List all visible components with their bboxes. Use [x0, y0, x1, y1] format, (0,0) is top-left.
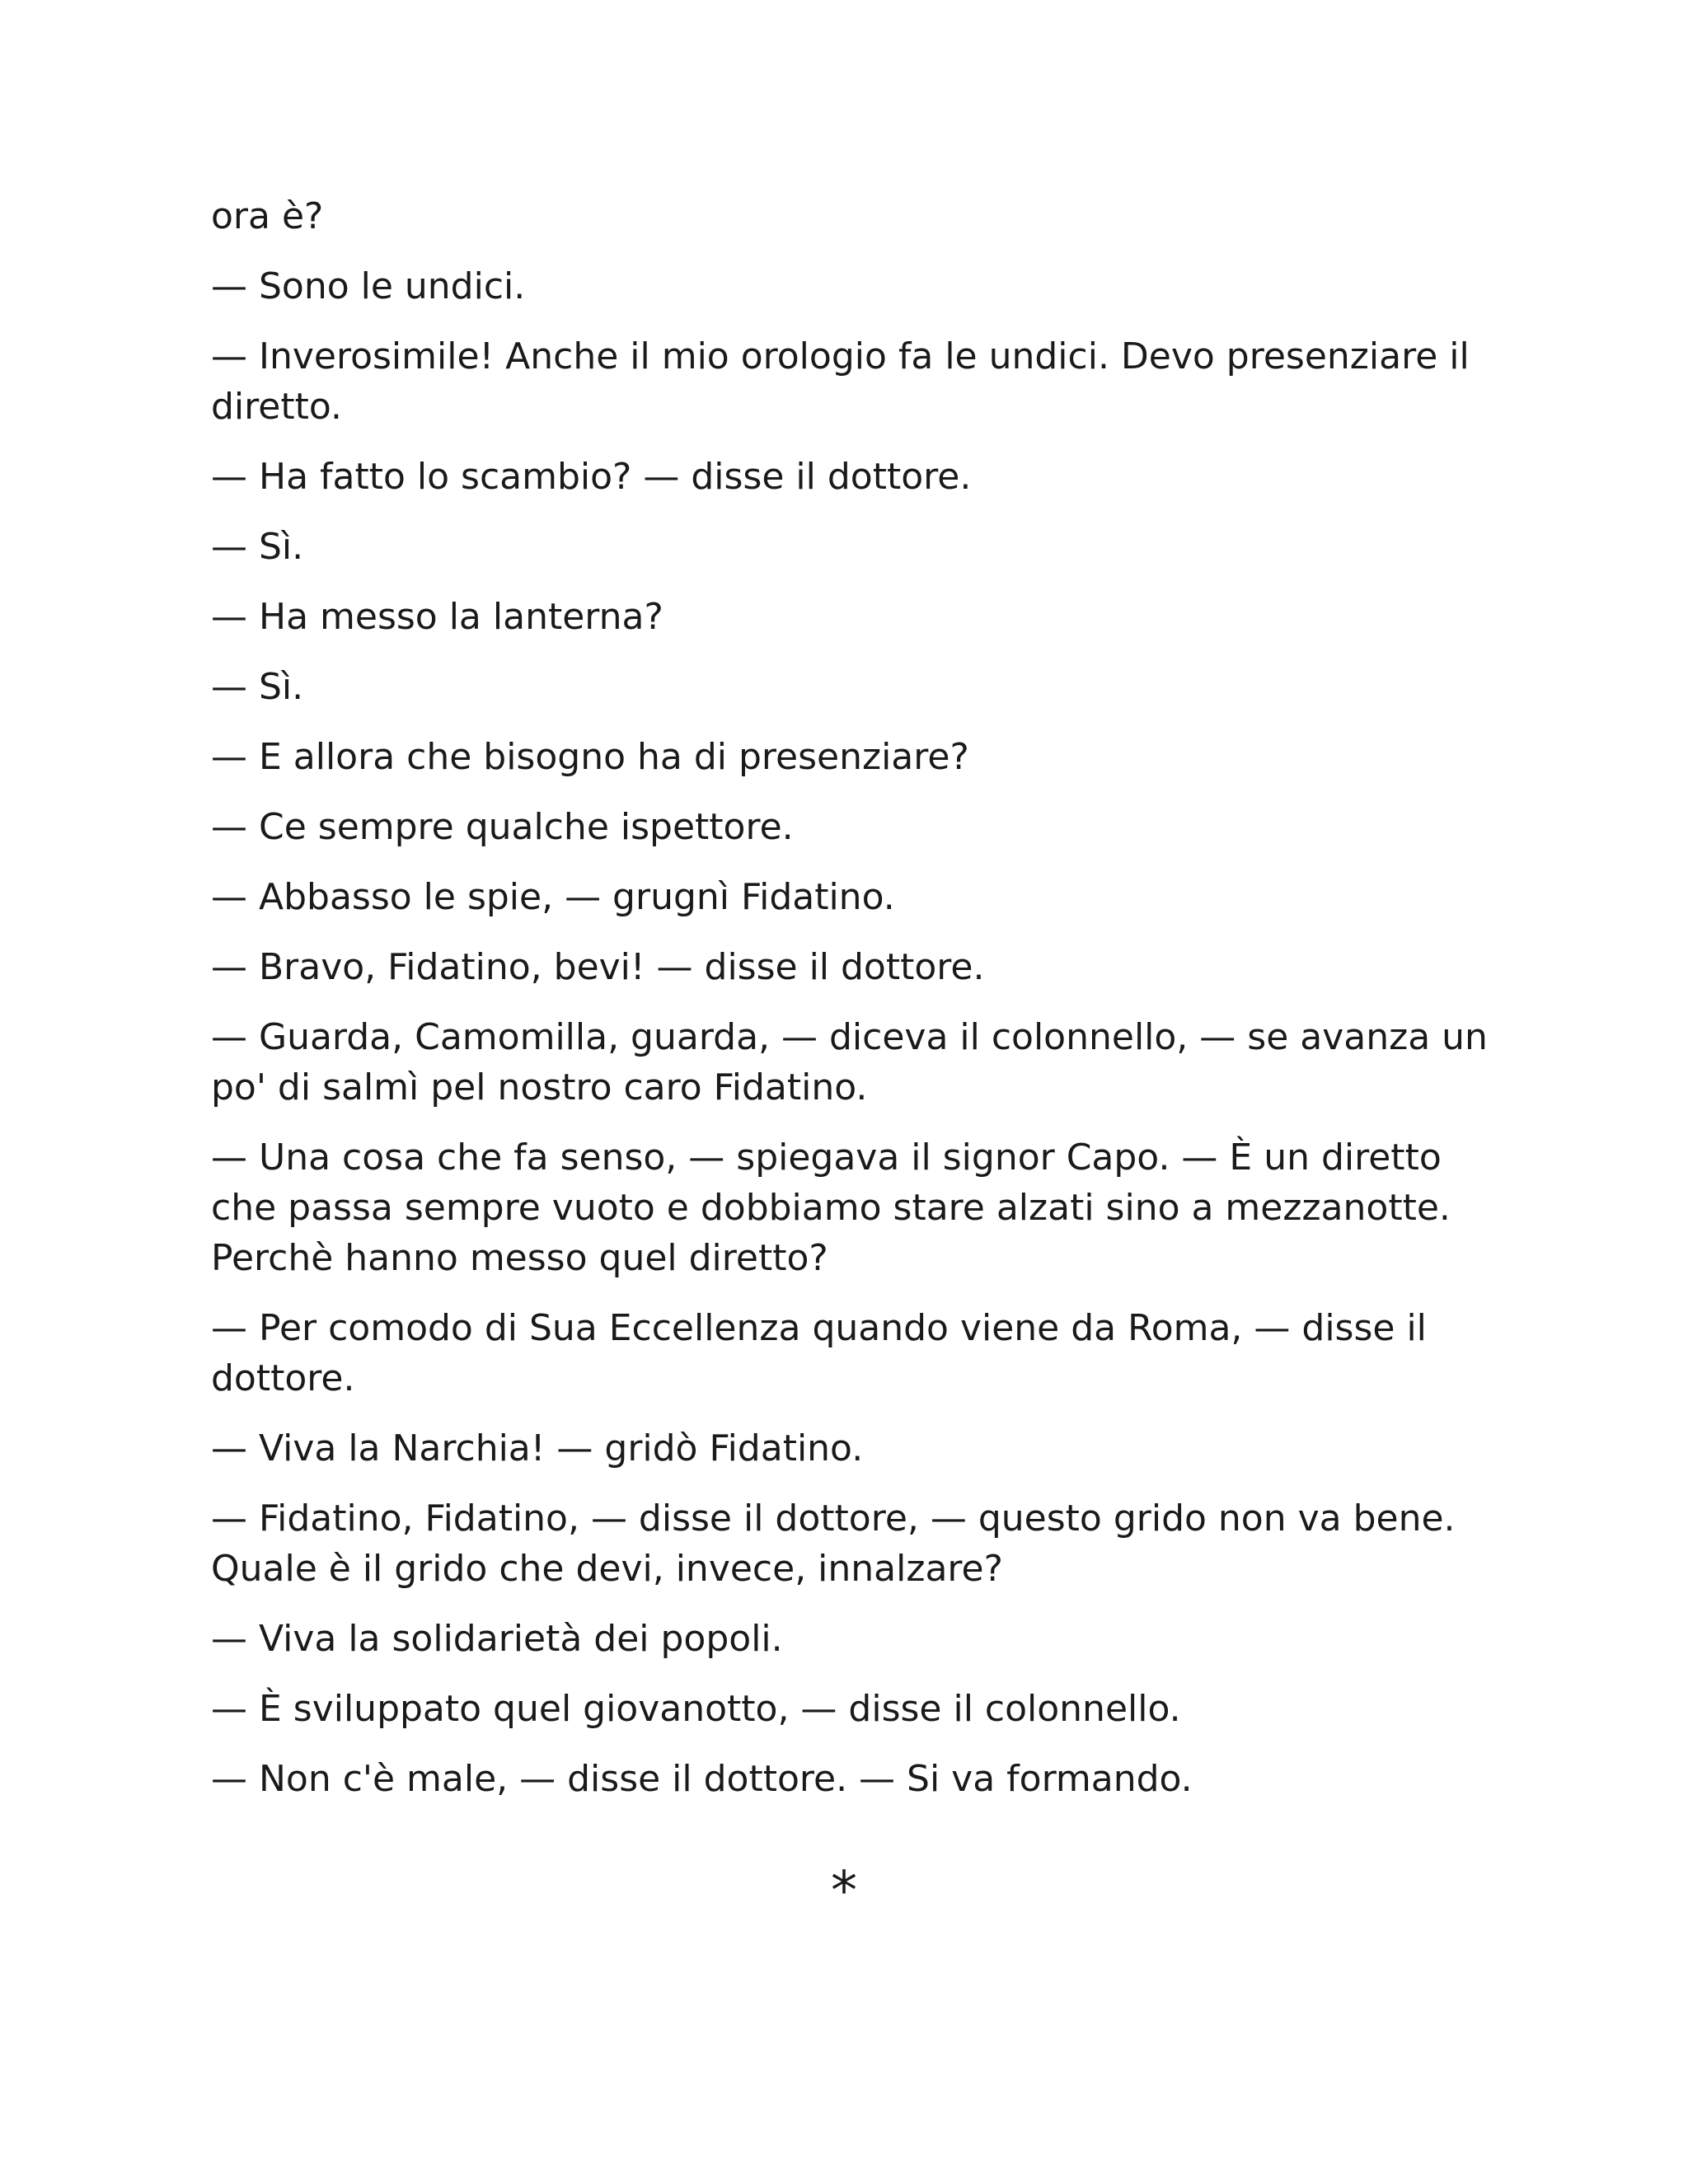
paragraph: — Sì. [211, 666, 304, 708]
paragraph: — Viva la solidarietà dei popoli. [211, 1618, 783, 1660]
paragraph: — Guarda, Camomilla, guarda, — diceva il colonnello, — se avanza un po' di salmì pel nostro caro Fidatino. [211, 1016, 1488, 1108]
paragraph: — Inverosimile! Anche il mio orologio fa le undici. Devo presenziare il diretto. [211, 335, 1470, 428]
paragraph: — E allora che bisogno ha di presenziare? [211, 736, 969, 778]
paragraph: — Abbasso le spie, — grugnì Fidatino. [211, 876, 895, 918]
paragraph: — Una cosa che fa senso, — spiegava il signor Capo. — È un diretto che passa sempre vuoto e dobbiamo stare alzati sino a mezzanotte. Perchè hanno messo quel diretto? [211, 1137, 1451, 1279]
body-text [211, 191, 1497, 1824]
paragraph: — Sì. [211, 526, 304, 568]
paragraph: — È sviluppato quel giovanotto, — disse il colonnello. [211, 1688, 1181, 1730]
paragraph: — Per comodo di Sua Eccellenza quando viene da Roma, — disse il dottore. [211, 1307, 1427, 1399]
section-separator: * [831, 1861, 857, 1922]
paragraph: — Ha messo la lanterna? [211, 596, 663, 638]
paragraph: — Bravo, Fidatino, bevi! — disse il dottore. [211, 946, 985, 988]
paragraph: — Fidatino, Fidatino, — disse il dottore, — questo grido non va bene. Quale è il grido che devi, invece, innalzare? [211, 1497, 1456, 1590]
paragraph: — Ce sempre qualche ispettore. [211, 806, 794, 848]
paragraph: — Non c'è male, — disse il dottore. — Si va formando. [211, 1758, 1193, 1800]
paragraph: — Viva la Narchia! — gridò Fidatino. [211, 1427, 864, 1469]
paragraph: ora è? [211, 195, 324, 237]
paragraph: — Sono le undici. [211, 265, 526, 307]
paragraph: — Ha fatto lo scambio? — disse il dottore. [211, 456, 972, 498]
